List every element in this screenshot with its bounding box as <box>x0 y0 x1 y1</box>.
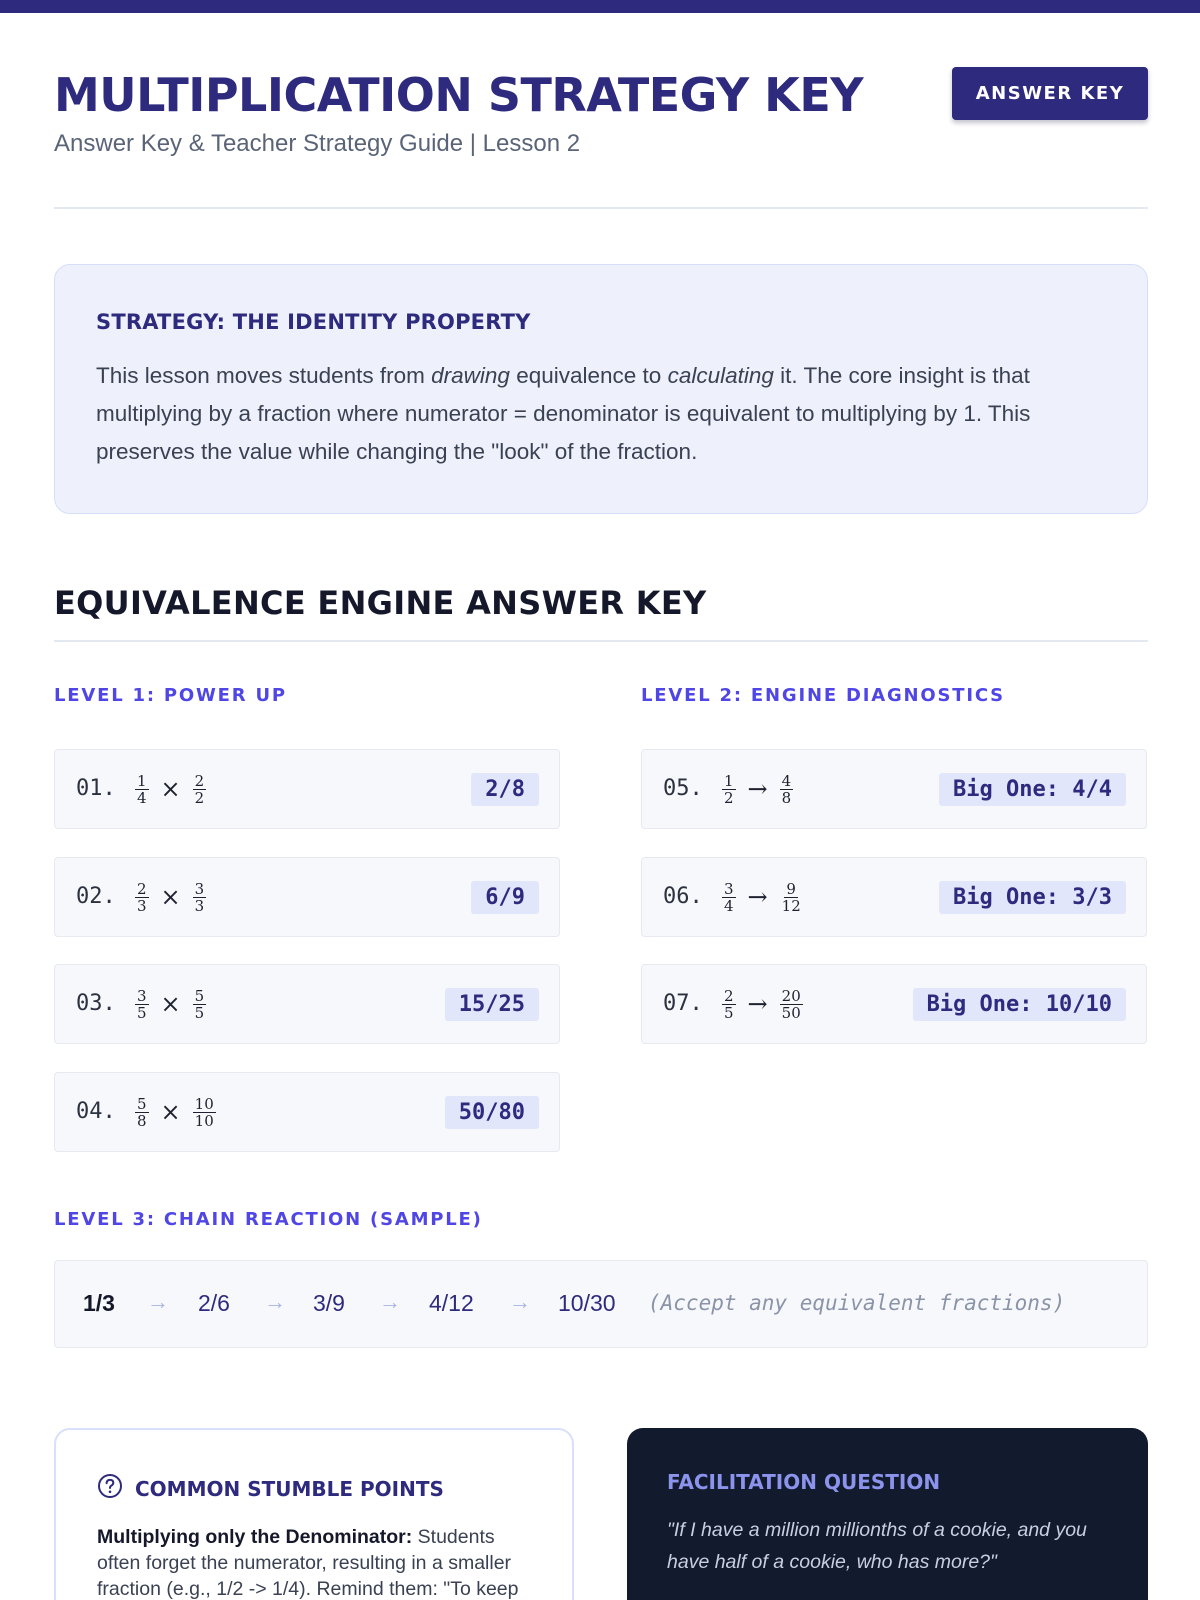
numerator: 3 <box>194 879 205 898</box>
denominator: 4 <box>137 788 147 807</box>
chain-arrow-icon: → <box>379 1289 401 1314</box>
denominator: 12 <box>781 896 801 915</box>
strategy-title: STRATEGY: THE IDENTITY PROPERTY <box>96 310 531 334</box>
numerator: 4 <box>781 771 792 790</box>
level-2-title: LEVEL 2: ENGINE DIAGNOSTICS <box>641 685 1005 706</box>
problem-card <box>54 1072 560 1152</box>
numerator: 5 <box>194 986 205 1005</box>
section-divider <box>54 640 1148 642</box>
facilitation-quote: "If I have a million millionths of a cookie, and you have half of a cookie, who has more?" <box>667 1519 1087 1573</box>
chain-item: 10/30 <box>558 1290 616 1316</box>
answer-badge: 15/25 <box>445 988 539 1021</box>
problem-expression <box>722 764 793 814</box>
fraction <box>193 1096 216 1129</box>
problem-expression <box>135 872 206 922</box>
page-title: MULTIPLICATION STRATEGY KEY <box>54 68 864 122</box>
numerator: 2 <box>194 771 205 790</box>
denominator: 4 <box>724 896 734 915</box>
numerator: 9 <box>786 879 796 898</box>
denominator: 3 <box>194 896 205 915</box>
problem-number: 04. <box>76 1099 116 1124</box>
problem-card <box>54 857 560 937</box>
fraction <box>135 988 149 1021</box>
operator: × <box>160 990 181 1018</box>
operator: → <box>747 775 768 803</box>
stumble-lead: Multiplying only the Denominator: <box>97 1526 413 1548</box>
fraction <box>135 1096 149 1129</box>
problem-number: 01. <box>76 776 116 801</box>
header-divider <box>54 207 1148 209</box>
denominator: 5 <box>194 1003 205 1022</box>
problem-card <box>641 749 1147 829</box>
level-3-title: LEVEL 3: CHAIN REACTION (SAMPLE) <box>54 1209 483 1230</box>
problem-expression <box>722 979 803 1029</box>
problem-number: 03. <box>76 991 116 1016</box>
problem-expression <box>135 764 206 814</box>
fraction <box>135 773 149 806</box>
strategy-callout <box>54 264 1148 514</box>
problem-number: 06. <box>663 884 703 909</box>
fraction <box>722 773 736 806</box>
fraction <box>193 773 207 806</box>
stumble-points-card <box>54 1428 574 1600</box>
answer-badge: Big One: 4/4 <box>939 773 1126 806</box>
strategy-text-part: equivalence to <box>509 363 668 388</box>
numerator: 5 <box>137 1094 147 1113</box>
chain-item: 3/9 <box>313 1290 345 1316</box>
denominator: 3 <box>137 896 147 915</box>
numerator: 1 <box>724 771 734 790</box>
denominator: 2 <box>194 788 205 807</box>
operator: → <box>747 883 768 911</box>
answer-badge: Big One: 3/3 <box>939 881 1126 914</box>
problem-expression <box>135 979 206 1029</box>
denominator: 10 <box>194 1111 214 1130</box>
fraction <box>780 881 803 914</box>
chain-arrow-icon: → <box>147 1289 169 1314</box>
problem-number: 07. <box>663 991 703 1016</box>
fraction <box>193 881 207 914</box>
fraction <box>722 988 736 1021</box>
fraction <box>193 988 207 1021</box>
section-title: EQUIVALENCE ENGINE ANSWER KEY <box>54 584 707 622</box>
numerator: 2 <box>137 879 147 898</box>
answer-badge: Big One: 10/10 <box>913 988 1126 1021</box>
answer-badge: 2/8 <box>471 773 539 806</box>
stumble-text <box>97 1524 537 1600</box>
problem-card <box>641 964 1147 1044</box>
operator: × <box>160 883 181 911</box>
top-accent-bar <box>0 0 1200 13</box>
page-subtitle: Answer Key & Teacher Strategy Guide | Lesson 2 <box>54 130 581 157</box>
stumble-body: Students often forget the numerator, resulting in a smaller fraction (e.g., 1/2 -> 1/4). Remind them: "To keep <box>97 1526 519 1600</box>
question-circle-icon <box>97 1473 123 1504</box>
chain-arrow-icon: → <box>509 1289 531 1314</box>
chain-arrow-icon: → <box>264 1289 286 1314</box>
problem-expression <box>135 1087 216 1137</box>
stumble-title: COMMON STUMBLE POINTS <box>135 1476 444 1501</box>
chain-item: 1/3 <box>83 1290 115 1316</box>
strategy-emphasis: calculating <box>667 363 774 388</box>
answer-badge: 6/9 <box>471 881 539 914</box>
problem-expression <box>722 872 803 922</box>
operator: → <box>747 990 768 1018</box>
denominator: 5 <box>724 1003 734 1022</box>
denominator: 2 <box>724 788 734 807</box>
problem-card <box>641 857 1147 937</box>
denominator: 8 <box>137 1111 147 1130</box>
strategy-text <box>96 357 1106 471</box>
strategy-text-part: it. The core insight is that multiplying by a fraction where numerator = denominator is equivalent to multiplying by 1. This preserves the value while changing the "look" of the fraction. <box>96 363 1031 464</box>
denominator: 50 <box>781 1003 801 1022</box>
chain-item: 2/6 <box>198 1290 230 1316</box>
chain-note: (Accept any equivalent fractions) <box>648 1291 1066 1315</box>
denominator: 5 <box>137 1003 147 1022</box>
numerator: 3 <box>137 986 147 1005</box>
level-1-title: LEVEL 1: POWER UP <box>54 685 287 706</box>
fraction <box>780 988 803 1021</box>
answer-key-badge: ANSWER KEY <box>952 67 1148 120</box>
fraction <box>780 773 794 806</box>
chain-item: 4/12 <box>429 1290 474 1316</box>
operator: × <box>160 775 181 803</box>
numerator: 20 <box>781 986 801 1005</box>
answer-badge: 50/80 <box>445 1096 539 1129</box>
numerator: 2 <box>724 986 734 1005</box>
problem-number: 02. <box>76 884 116 909</box>
numerator: 10 <box>194 1094 214 1113</box>
strategy-text-part: This lesson moves students from <box>96 363 432 388</box>
problem-card <box>54 964 560 1044</box>
page-header <box>54 66 1148 166</box>
problem-number: 05. <box>663 776 703 801</box>
numerator: 1 <box>137 771 147 790</box>
numerator: 3 <box>724 879 734 898</box>
strategy-emphasis: drawing <box>431 363 510 388</box>
fraction <box>135 881 149 914</box>
facilitation-title: FACILITATION QUESTION <box>667 1470 941 1494</box>
denominator: 8 <box>781 788 792 807</box>
stumble-header <box>97 1473 444 1504</box>
problem-card <box>54 749 560 829</box>
fraction <box>722 881 736 914</box>
operator: × <box>160 1098 181 1126</box>
facilitation-card <box>627 1428 1148 1600</box>
chain-reaction-box <box>54 1260 1148 1348</box>
